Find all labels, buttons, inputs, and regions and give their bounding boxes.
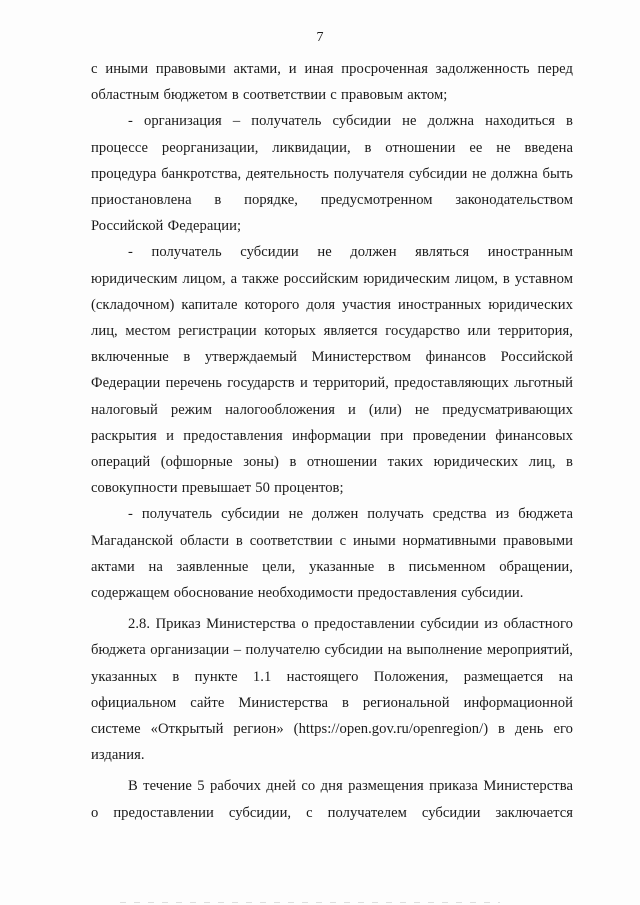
paragraph-foreign-entity-condition: - получатель субсидии не должен являться иностранным юридическим лицом, а также российским юридическим лицом, в уставном (складочном) капитале которого доля участия иностранных юридических лиц, местом регистрации которых является государство или территория, включенные в утверждаемый Министерством финансов Российской Федерации перечень государств и территорий, предоставляющих льготный налоговый режим налогообложения и (или) не предусматривающих раскрытия и предоставления информации при проведении финансовых операций (офшорные зоны) в отношении таких юридических лиц, в совокупности превышает 50 процентов; <box>91 244 573 497</box>
scan-artifact-line <box>120 902 500 903</box>
paragraph-reorganization-condition: - организация – получатель субсидии не должна находиться в процессе реорганизации, ликвидации, в отношении ее не введена процедура банкротства, деятельность получателя субсидии не должна быть приостановлена в порядке, предусмотренном законодательством Российской Федерации; <box>91 113 573 235</box>
paragraph-debt-continuation: с иными правовыми актами, и иная просроченная задолженность перед областным бюджетом в соответствии с правовым актом; <box>91 61 573 104</box>
document-body <box>91 56 573 826</box>
page-number: 7 <box>316 30 324 45</box>
paragraph-other-funding-condition: - получатель субсидии не должен получать средства из бюджета Магаданской области в соответствии с иными нормативными правовыми актами на заявленные цели, указанные в письменном обращении, содержащем обоснование необходимости предоставления субсидии. <box>91 506 573 602</box>
paragraph-section-2-8: 2.8. Приказ Министерства о предоставлении субсидии из областного бюджета организации – получателю субсидии на выполнение мероприятий, указанных в пункте 1.1 настоящего Положения, размещается на официальном сайте Министерства в региональной информационной системе «Открытый регион» (https://open.gov.ru/openregion/) в день его издания. <box>91 616 573 764</box>
paragraph-agreement-deadline: В течение 5 рабочих дней со дня размещения приказа Министерства о предоставлении субсидии, с получателем субсидии заключается <box>91 778 573 821</box>
